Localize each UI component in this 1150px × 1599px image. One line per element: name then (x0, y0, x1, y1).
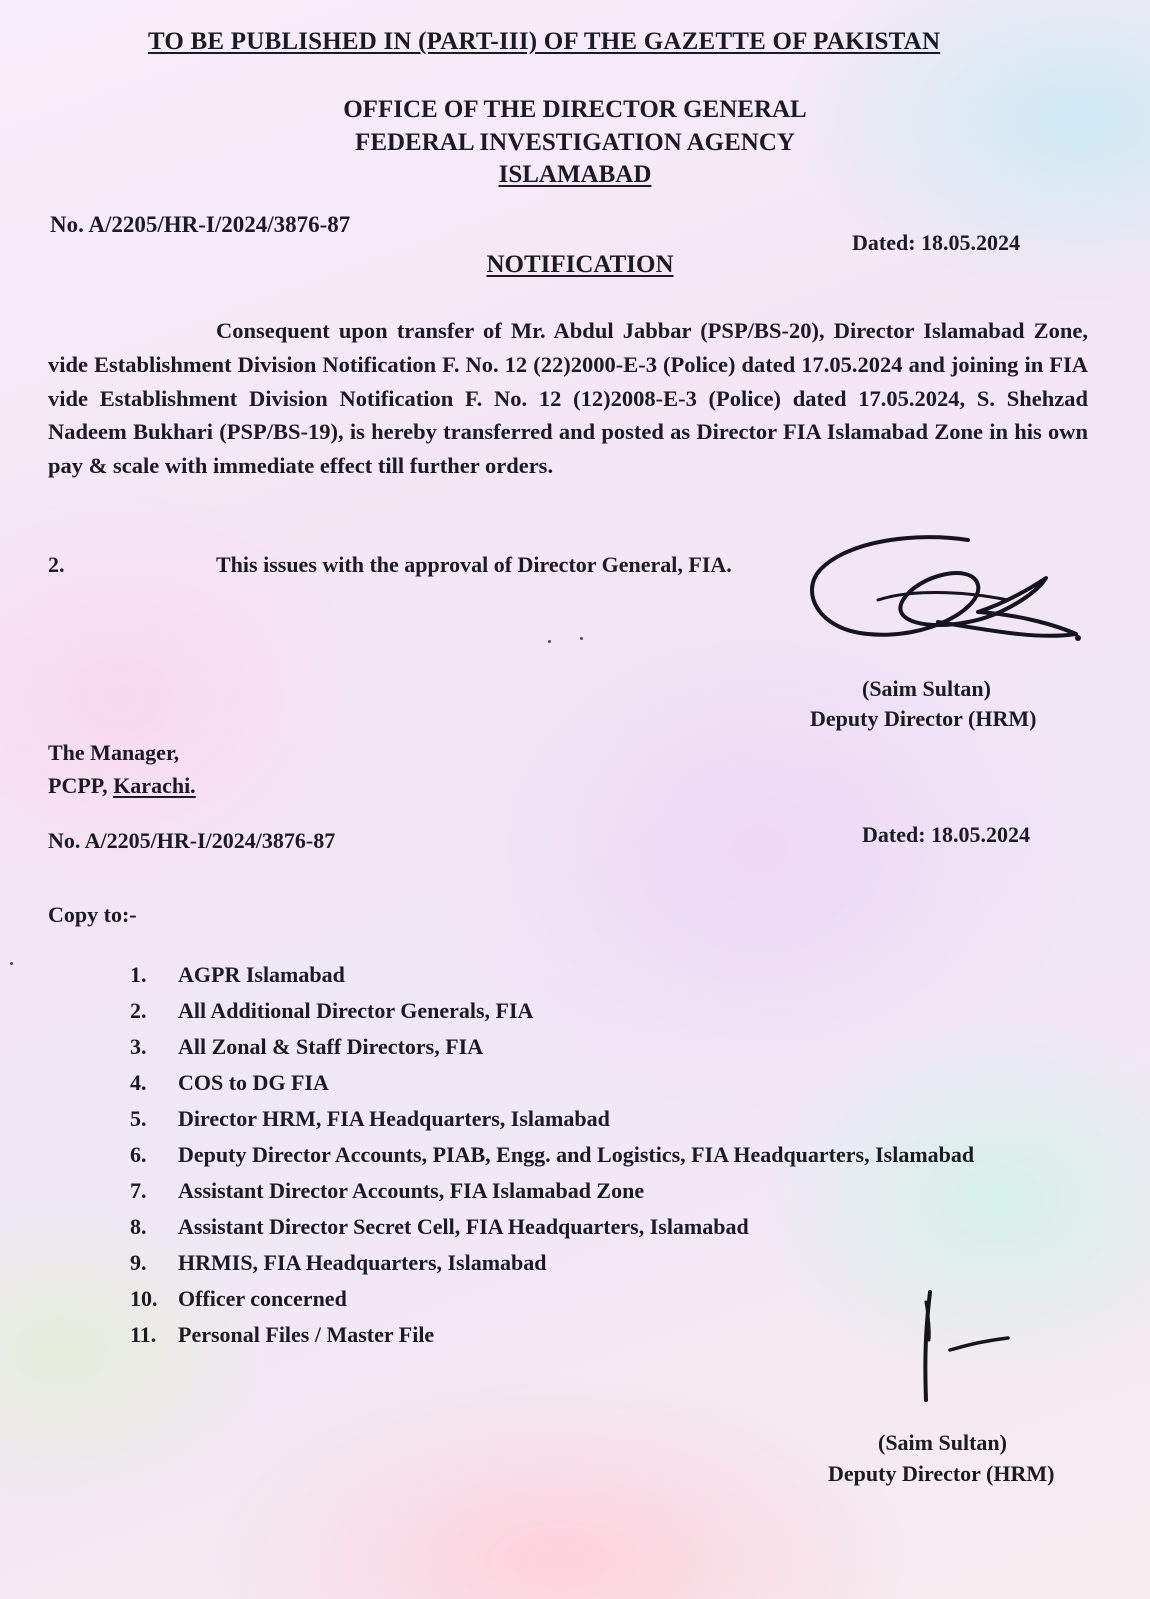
list-item-text: Personal Files / Master File (178, 1322, 435, 1347)
copy-reference-date: Dated: 18.05.2024 (862, 822, 1031, 847)
list-item-number: 2. (130, 998, 147, 1023)
list-item-number: 6. (130, 1142, 147, 1167)
city-title (0, 161, 1150, 189)
list-item (130, 1101, 974, 1137)
city-title-text: ISLAMABAD (498, 161, 652, 188)
list-item-text: Officer concerned (178, 1286, 347, 1311)
signatory-2-designation: Deputy Director (HRM) (828, 1461, 1055, 1486)
office-title: OFFICE OF THE DIRECTOR GENERAL (343, 96, 807, 123)
list-item (130, 1317, 974, 1353)
list-item (130, 1173, 974, 1209)
addressee-city: Karachi. (113, 773, 196, 798)
list-item-text: AGPR Islamabad (178, 962, 345, 987)
list-item-number: 11. (130, 1322, 157, 1347)
list-item-text: Deputy Director Accounts, PIAB, Engg. and Logistics, FIA Headquarters, Islamabad (178, 1142, 975, 1167)
list-item (130, 1209, 974, 1245)
list-item (130, 1029, 974, 1065)
list-item-number: 10. (130, 1286, 158, 1311)
list-item-text: Director HRM, FIA Headquarters, Islamabad (178, 1106, 610, 1131)
agency-title: FEDERAL INVESTIGATION AGENCY (355, 129, 795, 156)
list-item-number: 4. (130, 1070, 147, 1095)
list-item-text: HRMIS, FIA Headquarters, Islamabad (178, 1250, 547, 1275)
signatory-2-name: (Saim Sultan) (878, 1430, 1007, 1455)
list-item-number: 5. (130, 1106, 147, 1131)
paper-speck (10, 962, 13, 965)
list-item (130, 957, 974, 993)
signatory-1-designation: Deputy Director (HRM) (810, 706, 1037, 731)
list-item-text: All Additional Director Generals, FIA (178, 998, 534, 1023)
list-item-text: Assistant Director Accounts, FIA Islamabad Zone (178, 1178, 645, 1203)
list-item-number: 1. (130, 962, 147, 987)
list-item (130, 993, 974, 1029)
list-item (130, 1137, 974, 1173)
paper-speck (580, 637, 583, 640)
list-item-number: 8. (130, 1214, 147, 1239)
addressee-prefix: PCPP, (48, 773, 114, 798)
list-item-number: 9. (130, 1250, 147, 1275)
copy-reference-number: No. A/2205/HR-I/2024/3876-87 (48, 828, 336, 853)
notification-heading-text: NOTIFICATION (486, 251, 674, 278)
signature-1-image (808, 530, 1088, 660)
list-item (130, 1281, 974, 1317)
paragraph-2-number: 2. (48, 552, 65, 577)
list-item (130, 1245, 974, 1281)
signature-2-image (900, 1288, 1050, 1408)
addressee-line-1: The Manager, (48, 740, 180, 765)
notification-heading (0, 251, 1150, 279)
paper-speck (548, 640, 551, 643)
notification-paragraph-1: Consequent upon transfer of Mr. Abdul Jabbar (PSP/BS-20), Director Islamabad Zone, vide Establishment Division Notification F. No. 12 (22)2000-E-3 (Police) dated 17.05.2024 and joining in FIA vide Establishment Division Notification F. No. 12 (12)2008-E-3 (Police) dated 17.05.2024, S. Shehzad Nadeem Bukhari (PSP/BS-19), is hereby transferred and posted as Director FIA Islamabad Zone in his own pay & scale with immediate effect till further orders. (48, 318, 1088, 479)
list-item-text: COS to DG FIA (178, 1070, 329, 1095)
copy-to-list (130, 957, 974, 1353)
list-item-number: 3. (130, 1034, 147, 1059)
signatory-1-name: (Saim Sultan) (862, 676, 991, 701)
reference-number: No. A/2205/HR-I/2024/3876-87 (50, 212, 351, 237)
list-item-text: Assistant Director Secret Cell, FIA Headquarters, Islamabad (178, 1214, 749, 1239)
addressee-line-2 (48, 773, 196, 799)
paragraph-2-text: This issues with the approval of Director General, FIA. (216, 552, 732, 577)
reference-date: Dated: 18.05.2024 (852, 230, 1021, 255)
copy-to-heading: Copy to:- (48, 902, 137, 927)
gazette-publication-line: TO BE PUBLISHED IN (PART-III) OF THE GAZETTE OF PAKISTAN (148, 28, 941, 55)
list-item-number: 7. (130, 1178, 147, 1203)
list-item-text: All Zonal & Staff Directors, FIA (178, 1034, 484, 1059)
list-item (130, 1065, 974, 1101)
